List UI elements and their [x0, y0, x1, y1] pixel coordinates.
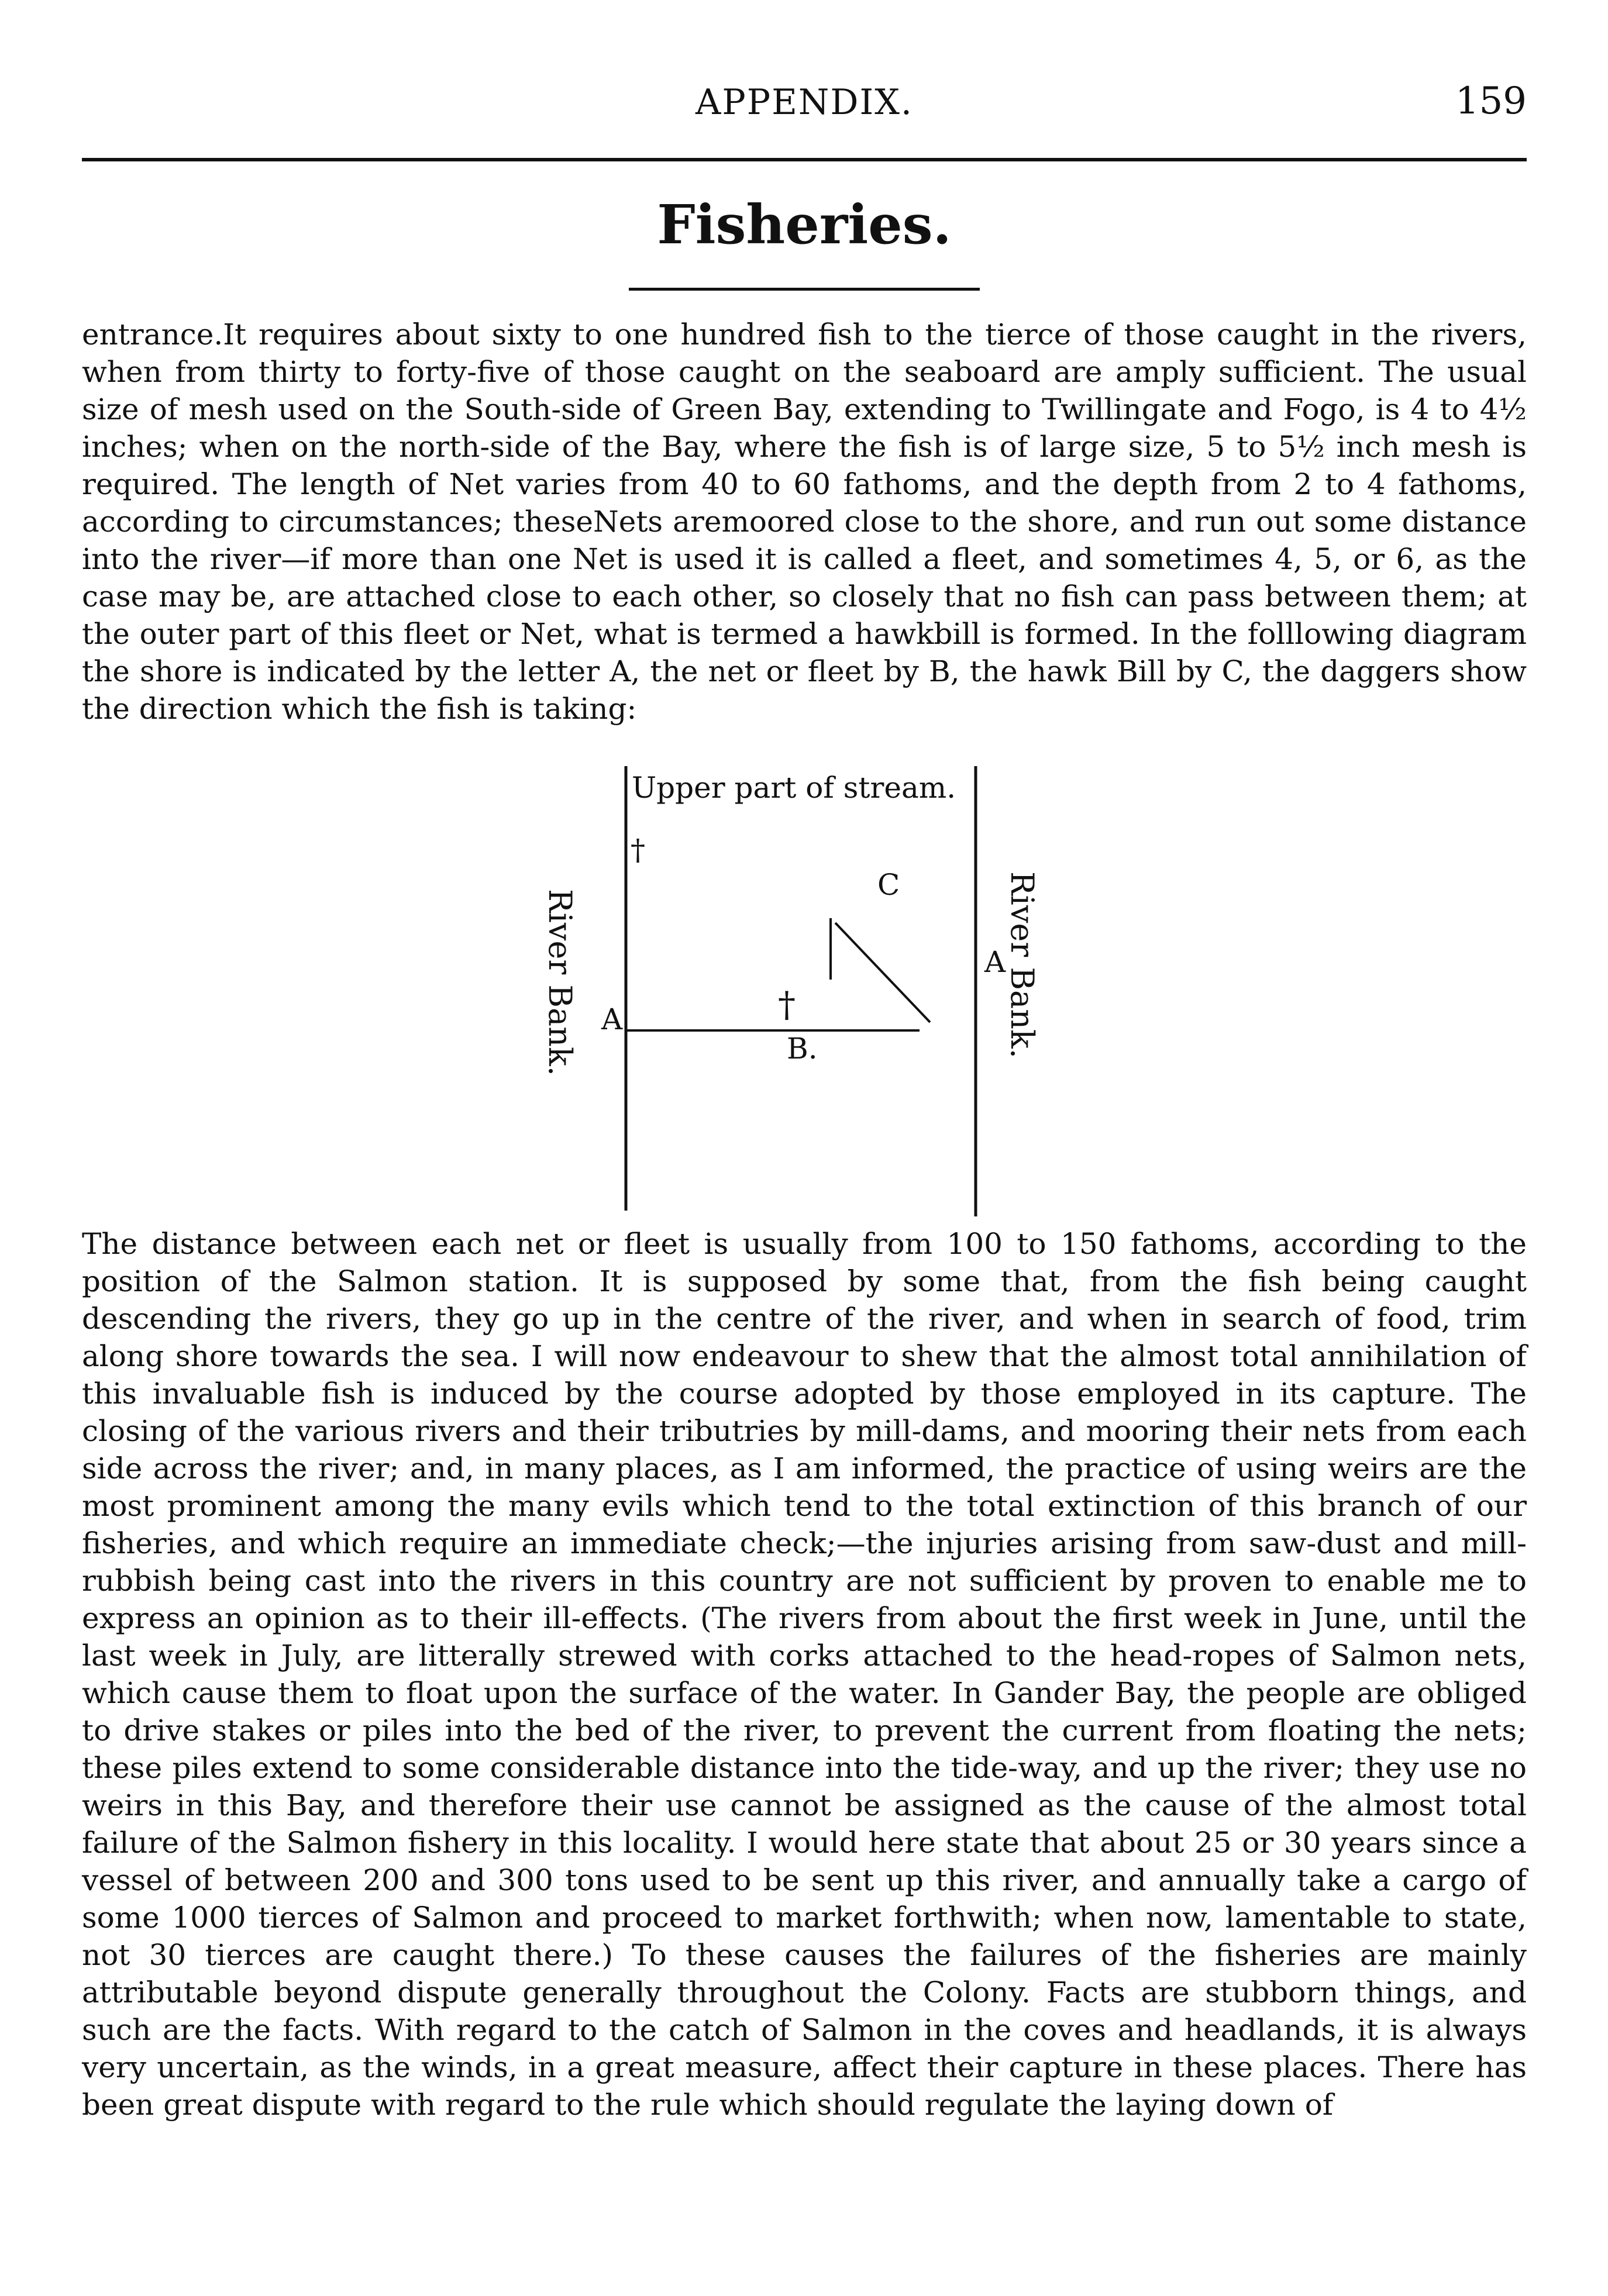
running-head	[82, 70, 1527, 135]
dagger-top-icon: †	[631, 833, 645, 867]
running-title: APPENDIX.	[695, 82, 913, 123]
section-title: Fisheries.	[657, 193, 952, 256]
title-rule	[629, 288, 980, 291]
upper-stream-label: Upper part of stream.	[632, 771, 956, 805]
header-rule	[82, 158, 1527, 161]
shore-label-a-right: A	[984, 945, 1006, 979]
net-label-b: B.	[787, 1032, 818, 1066]
page-number: 159	[1455, 80, 1527, 123]
paragraph-2: The distance between each net or fleet is usually from 100 to 150 fathoms, according to the position of the Salmon station. It is supposed by some that, from the fish being caught descending the rivers, they go up in the centre of the river, and when in search of food, trim along shore towards the sea. I will now endeavour to shew that the almost total annihilation of this invaluable fish is induced by the course adopted by those employed in its capture. The closing of the various rivers and their tributries by mill-dams, and mooring their nets from each side across the river; and, in many places, as I am informed, the practice of using weirs are the most prominent among the many evils which tend to the total extinction of this branch of our fisheries, and which require an immediate check;—the injuries arising from saw-dust and mill-rubbish being cast into the rivers in this country are not sufficient by proven to enable me to express an opinion as to their ill-effects. (The rivers from about the first week in June, until the last week in July, are litterally strewed with corks attached to the head-ropes of Salmon nets, which cause them to float upon the surface of the water. In Gander Bay, the people are obliged to drive stakes or piles into the bed of the river, to prevent the current from floating the nets; these piles extend to some considerable distance into the tide-way, and up the river; they use no weirs in this Bay, and therefore their use cannot be assigned as the cause of the almost total failure of the Salmon fishery in this locality. I would here state that about 25 or 30 years since a vessel of between 200 and 300 tons used to be sent up this river, and annually take a cargo of some 1000 tierces of Salmon and proceed to market forthwith; when now, lamentable to state, not 30 tierces are caught there.) To these causes the failures of the fisheries are mainly attributable beyond dispute generally throughout the Colony. Facts are stubborn things, and such are the facts. With regard to the catch of Salmon in the coves and headlands, it is always very uncertain, as the winds, in a great measure, affect their capture in these places. There has been great dispute with regard to the rule which should regulate the laying down of	[82, 1227, 1527, 2122]
hawkbill-label-c: C	[877, 868, 900, 902]
shore-label-a-left: A	[601, 1002, 623, 1036]
hawkbill-diagonal	[835, 923, 930, 1022]
river-bank-left-label: River Bank.	[542, 889, 579, 1076]
dagger-middle-icon: †	[778, 984, 796, 1025]
river-bank-right-label: River Bank.	[1004, 871, 1041, 1059]
paragraph-1: entrance.It requires about sixty to one hundred fish to the tierce of those caught in the rivers, when from thirty to forty-five of those caught on the seaboard are amply sufficient. The usual size of mesh used on the South-side of Green Bay, extending to Twillingate and Fogo, is 4 to 4½ inches; when on the north-side of the Bay, where the fish is of large size, 5 to 5½ inch mesh is required. The length of Net varies from 40 to 60 fathoms, and the depth from 2 to 4 fathoms, according to circumstances; theseNets aremoored close to the shore, and run out some distance into the river—if more than one Net is used it is called a fleet, and sometimes 4, 5, or 6, as the case may be, are attached close to each other, so closely that no fish can pass between them; at the outer part of this fleet or Net, what is termed a hawkbill is formed. In the folllowing diagram the shore is indicated by the letter A, the net or fleet by B, the hawk Bill by C, the daggers show the direction which the fish is taking:	[82, 318, 1527, 726]
net-diagram	[526, 760, 1053, 1222]
